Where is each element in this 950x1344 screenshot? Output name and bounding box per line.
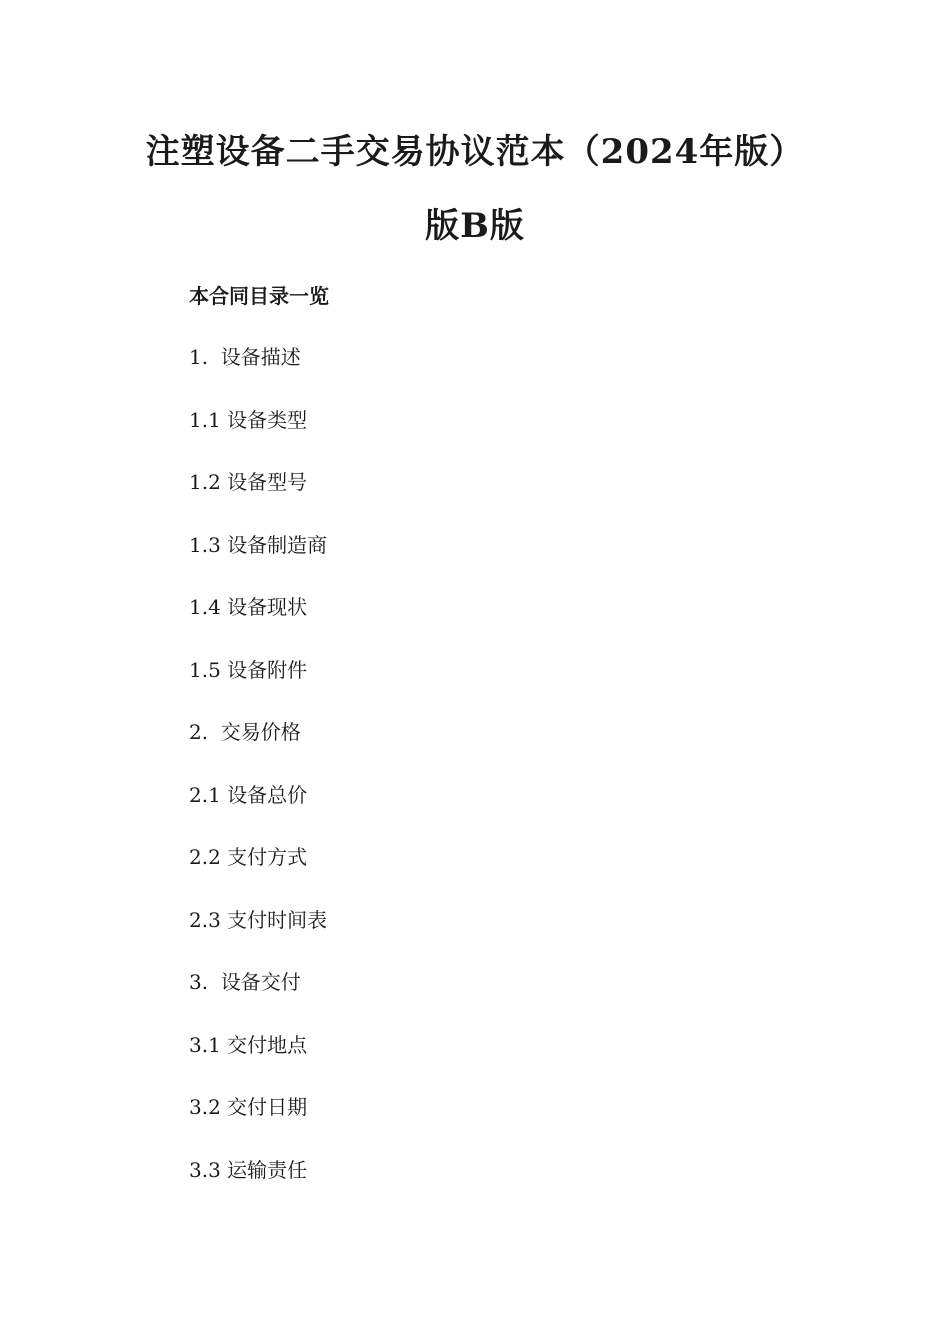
toc-item: 1.1 设备类型 [189,407,308,432]
toc-heading: 本合同目录一览 [189,284,329,308]
toc-list [189,344,327,1219]
toc-item: 2.2 支付方式 [189,845,308,869]
toc-item: 1.2 设备型号 [189,470,308,494]
toc-item: 2.1 设备总价 [189,782,308,807]
toc-item: 2.3 支付时间表 [189,907,328,932]
toc-item: 1.4 设备现状 [189,595,308,619]
toc-item: 1. 设备描述 [189,345,301,369]
toc-item: 3. 设备交付 [189,970,301,994]
toc-item: 3.2 交付日期 [189,1095,308,1119]
toc-item: 1.3 设备制造商 [189,532,328,557]
document-title: 注塑设备二手交易协议范本（2024年版） [145,132,805,172]
document-subtitle: 版B版 [425,206,525,246]
toc-item: 1.5 设备附件 [189,657,308,682]
toc-item: 3.3 运输责任 [189,1157,308,1182]
toc-item: 3.1 交付地点 [189,1032,308,1057]
toc-item: 2. 交易价格 [189,720,301,744]
